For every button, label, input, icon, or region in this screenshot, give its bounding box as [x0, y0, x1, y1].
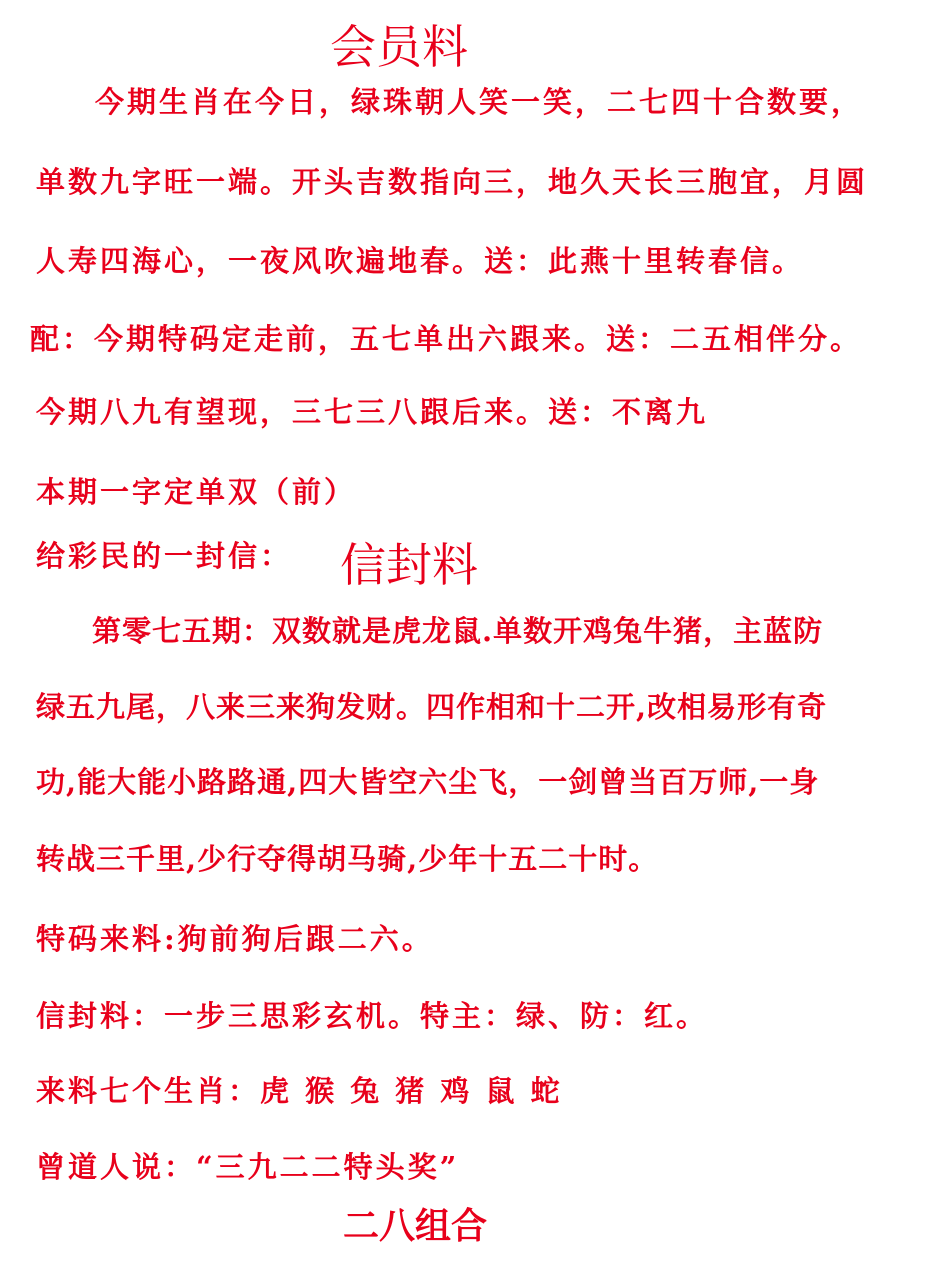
- text-line: 功,能大能小路路通,四大皆空六尘飞，一剑曾当百万师,一身: [36, 765, 820, 799]
- text-line: 信封料：一步三思彩玄机。特主：绿、防：红。: [36, 999, 709, 1033]
- envelope-material-heading: 信封料: [340, 538, 478, 592]
- text-line: 绿五九尾，八来三来狗发财。四作相和十二开,改相易形有奇: [36, 690, 828, 724]
- text-line: 特码来料:狗前狗后跟二六。: [36, 922, 434, 956]
- text-line: 转战三千里,少行夺得胡马骑,少年十五二十时。: [36, 842, 659, 876]
- letter-intro-line: 给彩民的一封信：: [36, 539, 293, 573]
- text-line: 今期八九有望现，三七三八跟后来。送：不离九: [36, 395, 709, 429]
- text-line: 来料七个生肖：虎 猴 兔 猪 鸡 鼠 蛇: [36, 1074, 563, 1108]
- text-line: 今期生肖在今日，绿珠朝人笑一笑，二七四十合数要，: [95, 85, 864, 119]
- text-line: 配：今期特码定走前，五七单出六跟来。送：二五相伴分。: [30, 322, 863, 356]
- combo-heading: 二八组合: [343, 1205, 488, 1247]
- text-line: 单数九字旺一端。开头吉数指向三，地久天长三胞宜，月圆: [36, 165, 869, 199]
- text-line: 第零七五期：双数就是虎龙鼠.单数开鸡兔牛猪，主蓝防: [92, 614, 824, 648]
- member-material-heading: 会员料: [330, 20, 468, 74]
- text-line: 本期一字定单双（前）: [36, 475, 357, 509]
- text-line: 曾道人说：“三九二二特头奖”: [36, 1150, 460, 1184]
- text-line: 人寿四海心，一夜风吹遍地春。送：此燕十里转春信。: [36, 244, 805, 278]
